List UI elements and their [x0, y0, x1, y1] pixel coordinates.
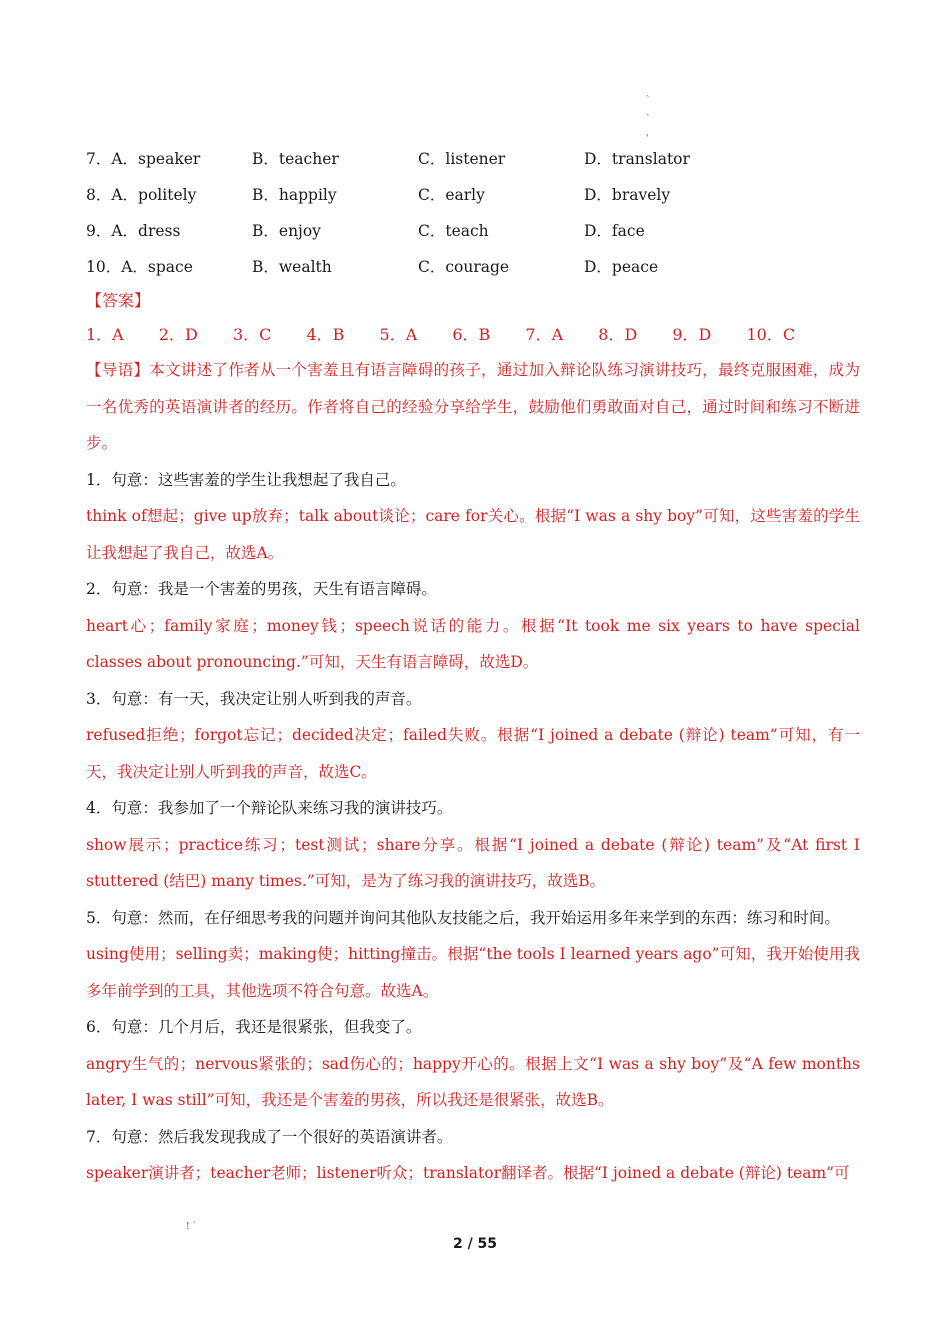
answer-item: 1．A	[86, 325, 124, 344]
answer-item: 7．A	[525, 325, 564, 344]
answer-item: 3．C	[232, 325, 272, 344]
option-b: B．wealth	[252, 258, 332, 276]
option-c: C．listener	[418, 150, 506, 168]
option-row	[86, 215, 886, 251]
option-d: D．translator	[584, 150, 690, 168]
options-table	[86, 143, 886, 287]
option-c: C．courage	[418, 258, 510, 276]
answer-item: 4．B	[306, 325, 345, 344]
option-d: D．face	[584, 222, 645, 240]
option-a: 8．A．politely	[86, 186, 197, 204]
question-explanation: heart心；family家庭；money钱；speech说话的能力。根据“It took me six years to have special classes about pronouncing.”可知，天生有语言障碍，故选D。	[86, 616, 860, 671]
scan-mark: ! `	[186, 1222, 197, 1232]
guide-paragraph: 【导语】本文讲述了作者从一个害羞且有语言障碍的孩子，通过加入辩论队练习演讲技巧，最终克服困难，成为一名优秀的英语演讲者的经历。作者将自己的经验分享给学生，鼓励他们勇敢面对自己，通过时间和练习不断进步。	[86, 361, 860, 452]
option-a: 9．A．dress	[86, 222, 181, 240]
option-row	[86, 143, 886, 179]
option-c: C．teach	[418, 222, 489, 240]
explanation-body	[86, 352, 860, 1192]
answer-heading: 【答案】	[86, 291, 151, 310]
option-c: C．early	[418, 186, 485, 204]
option-d: D．bravely	[584, 186, 671, 204]
question-explanation: speaker演讲者；teacher老师；listener听众；translator翻译者。根据“I joined a debate (辩论) team”可	[86, 1164, 850, 1182]
question-meaning: 1．句意：这些害羞的学生让我想起了我自己。	[86, 470, 406, 489]
question-meaning: 6．句意：几个月后，我还是很紧张，但我变了。	[86, 1018, 422, 1036]
option-b: B．enjoy	[252, 222, 321, 240]
question-explanation: angry生气的；nervous紧张的；sad伤心的；happy开心的。根据上文“I was a shy boy”及“A few months later, I was still”可知，我还是个害羞的男孩，所以我还是很紧张，故选B。	[86, 1054, 860, 1109]
question-explanation: using使用；selling卖；making使；hitting撞击。根据“the tools I learned years ago”可知，我开始使用我多年前学到的工具，其他选项不符合句意。故选A。	[86, 945, 860, 1000]
option-b: B．happily	[252, 186, 337, 204]
option-row	[86, 251, 886, 287]
question-explanation: think of想起；give up放弃；talk about谈论；care for关心。根据“I was a shy boy”可知，这些害羞的学生让我想起了我自己，故选A。	[86, 507, 860, 562]
page-number: 2 / 55	[452, 1236, 498, 1252]
option-a: 7．A．speaker	[86, 150, 201, 168]
answer-item: 10．C	[746, 325, 796, 344]
question-meaning: 4．句意：我参加了一个辩论队来练习我的演讲技巧。	[86, 799, 453, 817]
answer-item: 8．D	[598, 325, 638, 344]
question-meaning: 3．句意：有一天，我决定让别人听到我的声音。	[86, 689, 422, 708]
question-meaning: 5．句意：然而，在仔细思考我的问题并询问其他队友技能之后，我开始运用多年来学到的东西：练习和时间。	[86, 908, 840, 927]
option-d: D．peace	[584, 258, 659, 276]
answer-item: 9．D	[672, 325, 712, 344]
question-meaning: 7．句意：然后我发现我成了一个很好的英语演讲者。	[86, 1127, 453, 1146]
option-a: 10．A．space	[86, 258, 193, 276]
answer-key	[86, 322, 825, 345]
answer-item: 2．D	[158, 325, 198, 344]
answer-item: 5．A	[379, 325, 418, 344]
question-meaning: 2．句意：我是一个害羞的男孩，天生有语言障碍。	[86, 580, 437, 598]
question-explanation: show展示；practice练习；test测试；share分享。根据“I joined a debate (辩论) team”及“At first I stuttered (结巴) many times.”可知，是为了练习我的演讲技巧，故选B。	[86, 835, 860, 890]
question-explanation: refused拒绝；forgot忘记；decided决定；failed失败。根据“I joined a debate (辩论) team”可知，有一天，我决定让别人听到我的声音，故选C。	[86, 726, 860, 781]
option-b: B．teacher	[252, 150, 339, 168]
option-row	[86, 179, 886, 215]
answer-item: 6．B	[452, 325, 491, 344]
scan-marks: ` ` '	[646, 96, 651, 144]
